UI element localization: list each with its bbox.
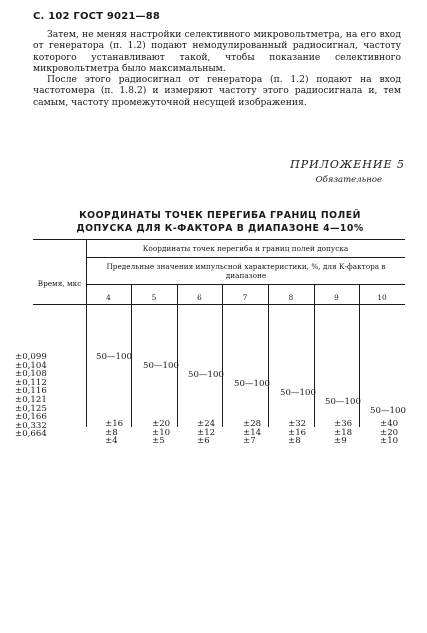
tolerance-stack-k6 — [197, 420, 215, 446]
group-header: Координаты точек перегиба и границ полей допуска — [142, 244, 349, 253]
col-divider — [177, 284, 178, 427]
tolerance-value: ±9 — [334, 436, 347, 447]
range-cell-k4: 50—100 — [96, 352, 132, 362]
k-col-4: 4 — [106, 293, 111, 302]
time-value: ±0,104 — [15, 360, 47, 371]
range-cell-k7: 50—100 — [234, 379, 270, 389]
time-value: ±0,108 — [15, 369, 47, 380]
time-header: Время, мкс — [37, 279, 82, 288]
time-value: ±0,099 — [15, 352, 47, 362]
time-values — [15, 353, 47, 439]
tolerance-stack-k7 — [243, 420, 261, 446]
k-col-10: 10 — [377, 293, 387, 302]
body-paragraph-1 — [33, 29, 401, 74]
k-col-5: 5 — [151, 293, 157, 302]
tolerance-stack-k5 — [152, 420, 170, 446]
tolerance-stack-k4 — [105, 420, 123, 446]
tolerance-value: ±36 — [334, 419, 353, 429]
col-divider — [314, 284, 315, 427]
range-cell-k9: 50—100 — [325, 397, 361, 407]
tolerance-stack-k9 — [334, 420, 352, 446]
tolerance-value: ±12 — [197, 427, 216, 438]
tolerance-value: ±8 — [105, 427, 118, 438]
k-col-8: 8 — [288, 293, 294, 302]
time-value: ±0,112 — [15, 377, 47, 388]
appendix-title: ПРИЛОЖЕНИЕ 5 — [290, 158, 405, 171]
time-value: ±0,664 — [15, 429, 47, 440]
body-paragraph-2 — [33, 74, 401, 108]
range-cell-k6: 50—100 — [188, 370, 224, 380]
k-col-9: 9 — [334, 293, 339, 302]
table-divider-subheader — [86, 284, 405, 285]
tolerance-value: ±28 — [243, 419, 262, 429]
table-border-top — [33, 239, 405, 240]
tolerance-value: ±40 — [380, 419, 399, 429]
tolerance-stack-k8 — [288, 420, 306, 446]
tolerance-value: ±14 — [243, 427, 262, 438]
time-value: ±0,125 — [15, 403, 47, 414]
paragraph-text: Затем, не меняя настройки селективного микровольтметра, на его вход от генератора (п. 1.2) подают немодулированный радиосигнал, частоту которого устанавливают такой, чтобы показание селективного микровольтметра было максимальным. — [33, 29, 401, 74]
col-divider — [268, 284, 269, 427]
col-divider — [222, 284, 223, 427]
tolerance-value: ±20 — [152, 419, 171, 429]
table-title-line-1: КООРДИНАТЫ ТОЧЕК ПЕРЕГИБА ГРАНИЦ ПОЛЕЙ — [79, 210, 361, 221]
tolerance-value: ±5 — [152, 436, 165, 447]
appendix-status: Обязательное — [315, 175, 382, 185]
page-header: С. 102 ГОСТ 9021—88 — [33, 11, 161, 22]
tolerance-value: ±10 — [152, 427, 171, 438]
tolerance-value: ±18 — [334, 427, 353, 438]
time-value: ±0,166 — [15, 412, 47, 423]
tolerance-value: ±16 — [105, 419, 124, 429]
range-cell-k8: 50—100 — [280, 388, 316, 398]
time-value: ±0,332 — [15, 420, 47, 431]
tolerance-value: ±7 — [243, 436, 256, 447]
table-divider-header — [33, 304, 405, 305]
table-divider-time — [86, 239, 87, 427]
time-value: ±0,116 — [15, 386, 47, 397]
time-value: ±0,121 — [15, 394, 47, 405]
tolerance-value: ±32 — [288, 419, 307, 429]
k-col-6: 6 — [197, 293, 202, 302]
range-cell-k5: 50—100 — [143, 361, 179, 371]
tolerance-stack-k10 — [380, 420, 398, 446]
sub-header: Предельные значения импульсной характеристики, %, для К-фактора в диапазоне — [106, 262, 386, 280]
range-cell-k10: 50—100 — [370, 406, 406, 416]
tolerance-value: ±8 — [288, 436, 301, 447]
tolerance-value: ±20 — [380, 427, 399, 438]
table-title-line-2: ДОПУСКА ДЛЯ К-ФАКТОРА В ДИАПАЗОНЕ 4—10% — [76, 223, 364, 234]
table-title — [60, 209, 380, 235]
tolerance-value: ±16 — [288, 427, 307, 438]
k-col-7: 7 — [242, 293, 248, 302]
tolerance-value: ±10 — [380, 436, 399, 447]
paragraph-text: После этого радиосигнал от генератора (п. 1.2) подают на вход частотомера (п. 1.8.2) и измеряют частоту этого радиосигнала и, тем самым, частоту промежуточной несущей изображения. — [33, 74, 401, 108]
tolerance-value: ±6 — [197, 436, 210, 447]
tolerance-value: ±4 — [105, 436, 118, 447]
tolerance-value: ±24 — [197, 419, 216, 429]
table-divider-group — [86, 257, 405, 258]
